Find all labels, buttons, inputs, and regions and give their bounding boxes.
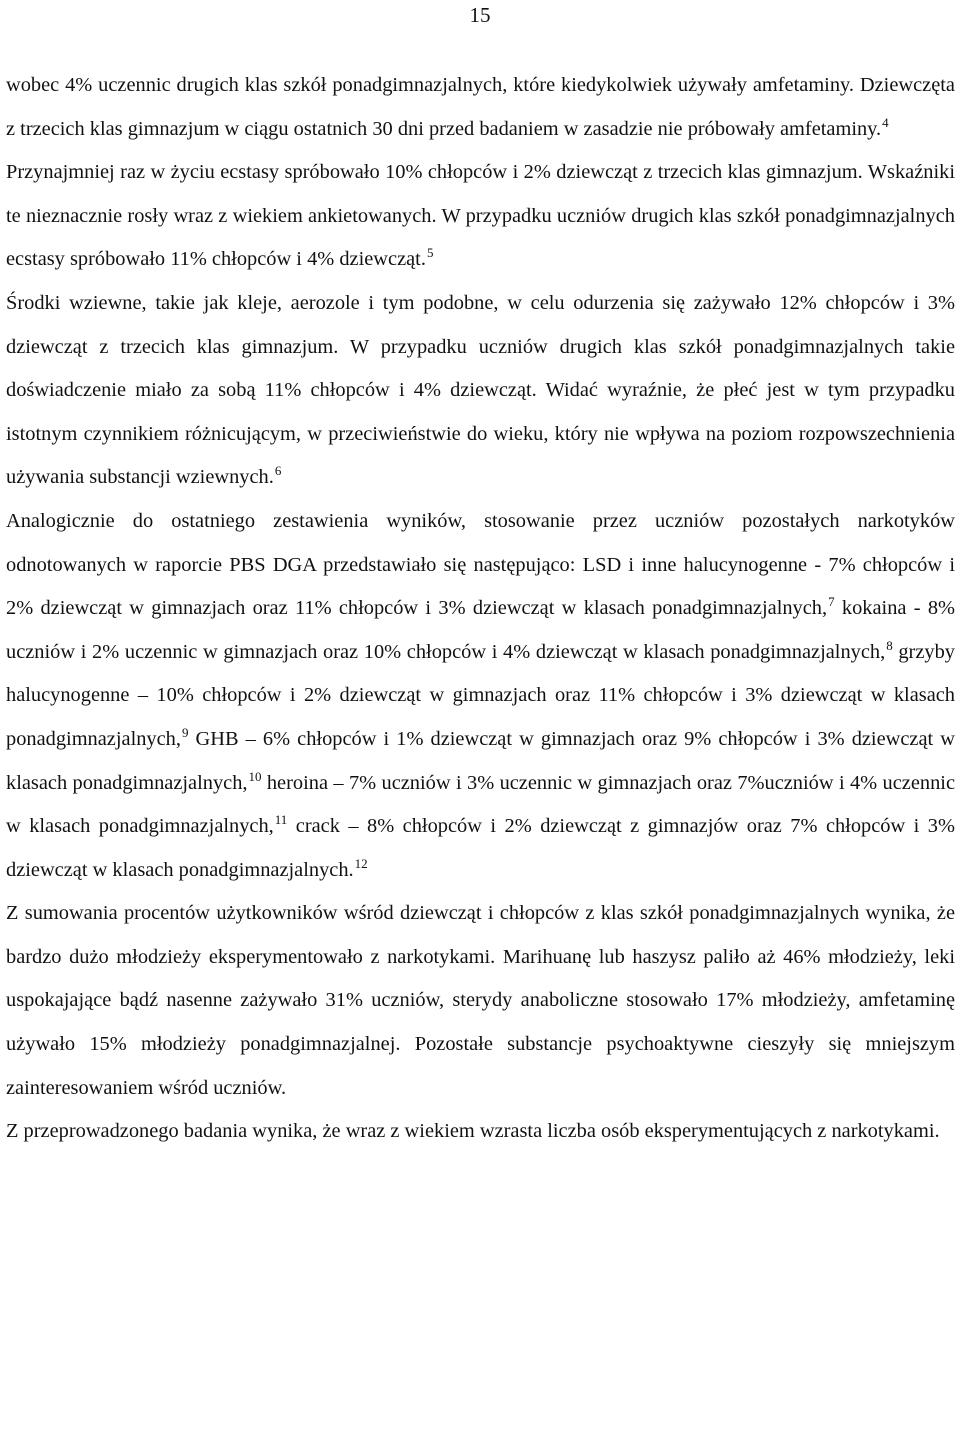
footnote-ref[interactable]: 6	[274, 463, 282, 479]
paragraph-text: GHB – 6% chłopców i 1% dziewcząt w gimnazjach oraz 9% chłopców i 3% dziewcząt w klasach ponadgimnazjalnych,	[6, 727, 955, 794]
footnote-ref[interactable]: 9	[181, 724, 189, 740]
paragraph-text: Z sumowania procentów użytkowników wśród dziewcząt i chłopców z klas szkół ponadgimnazjalnych wynika, że bardzo dużo młodzieży eksperymentowało z narkotykami. Marihuanę lub haszysz paliło aż 46% młodzieży, leki uspokajające bądź nasenne zażywało 31% uczniów, sterydy anaboliczne stosowało 17% młodzieży, amfetaminę używało 15% młodzieży ponadgimnazjalnej. Pozostałe substancje psychoaktywne cieszyły się mniejszym zainteresowaniem wśród uczniów.	[6, 902, 955, 1099]
document-body	[6, 64, 955, 1154]
page-number: 15	[469, 3, 491, 27]
paragraph-summary	[6, 892, 955, 1110]
paragraph-text: heroina – 7% uczniów i 3% uczennic w gimnazjach oraz 7%uczniów i 4% uczennic w klasach ponadgimnazjalnych,	[6, 771, 956, 838]
paragraph-text: crack – 8% chłopców i 2% dziewcząt z gimnazjów oraz 7% chłopców i 3% dziewcząt w klasach ponadgimnazjalnych.	[6, 815, 955, 881]
paragraph-text: wobec 4% uczennic drugich klas szkół ponadgimnazjalnych, które kiedykolwiek używały amfetaminy. Dziewczęta z trzecich klas gimnazjum w ciągu ostatnich 30 dni przed badaniem w zasadzie nie próbowały amfetaminy.	[6, 74, 955, 140]
footnote-ref[interactable]: 8	[886, 637, 893, 653]
paragraph-text: kokaina - 8% uczniów i 2% uczennic w gimnazjach oraz 10% chłopców i 4% dziewcząt w klasach ponadgimnazjalnych,	[6, 597, 955, 663]
paragraph-text: Z przeprowadzonego badania wynika, że wraz z wiekiem wzrasta liczba osób eksperymentujących z narkotykami.	[6, 1120, 940, 1143]
paragraph-conclusion	[6, 1110, 955, 1154]
footnote-ref[interactable]: 4	[882, 114, 889, 130]
footnote-ref[interactable]: 10	[248, 768, 262, 784]
paragraph-text: Przynajmniej raz w życiu ecstasy spróbowało 10% chłopców i 2% dziewcząt z trzecich klas gimnazjum. Wskaźniki te nieznacznie rosły wraz z wiekiem ankietowanych. W przypadku uczniów drugich klas szkół ponadgimnazjalnych ecstasy spróbowało 11% chłopców i 4% dziewcząt.	[6, 161, 955, 271]
footnote-ref[interactable]: 5	[426, 245, 434, 261]
paragraph-text: Analogicznie do ostatniego zestawienia wyników, stosowanie przez uczniów pozostałych narkotyków odnotowanych w raporcie PBS DGA przedstawiało się następująco: LSD i inne halucynogenne - 7% chłopców i 2% dziewcząt w gimnazjach oraz 11% chłopców i 3% dziewcząt w klasach ponadgimnazjalnych,	[6, 509, 955, 620]
footnote-ref[interactable]: 11	[274, 812, 288, 828]
paragraph-text: Środki wziewne, takie jak kleje, aerozole i tym podobne, w celu odurzenia się zażywało 12% chłopców i 3% dziewcząt z trzecich klas gimnazjum. W przypadku uczniów drugich klas szkół ponadgimnazjalnych takie doświadczenie miało za sobą 11% chłopców i 4% dziewcząt. Widać wyraźnie, że płeć jest w tym przypadku istotnym czynnikiem różnicującym, w przeciwieństwie do wieku, który nie wpływa na poziom rozpowszechnienia używania substancji wziewnych.	[6, 291, 955, 489]
paragraph-amphetamine	[6, 64, 955, 151]
footnote-ref[interactable]: 12	[354, 855, 368, 871]
footnote-ref[interactable]: 7	[828, 594, 835, 610]
paragraph-text: grzyby halucynogenne – 10% chłopców i 2% dziewcząt w gimnazjach oraz 11% chłopców i 3% dziewcząt w klasach ponadgimnazjalnych,	[6, 640, 955, 750]
paragraph-inhalants	[6, 282, 955, 500]
paragraph-other-drugs	[6, 500, 955, 892]
paragraph-ecstasy	[6, 151, 955, 282]
